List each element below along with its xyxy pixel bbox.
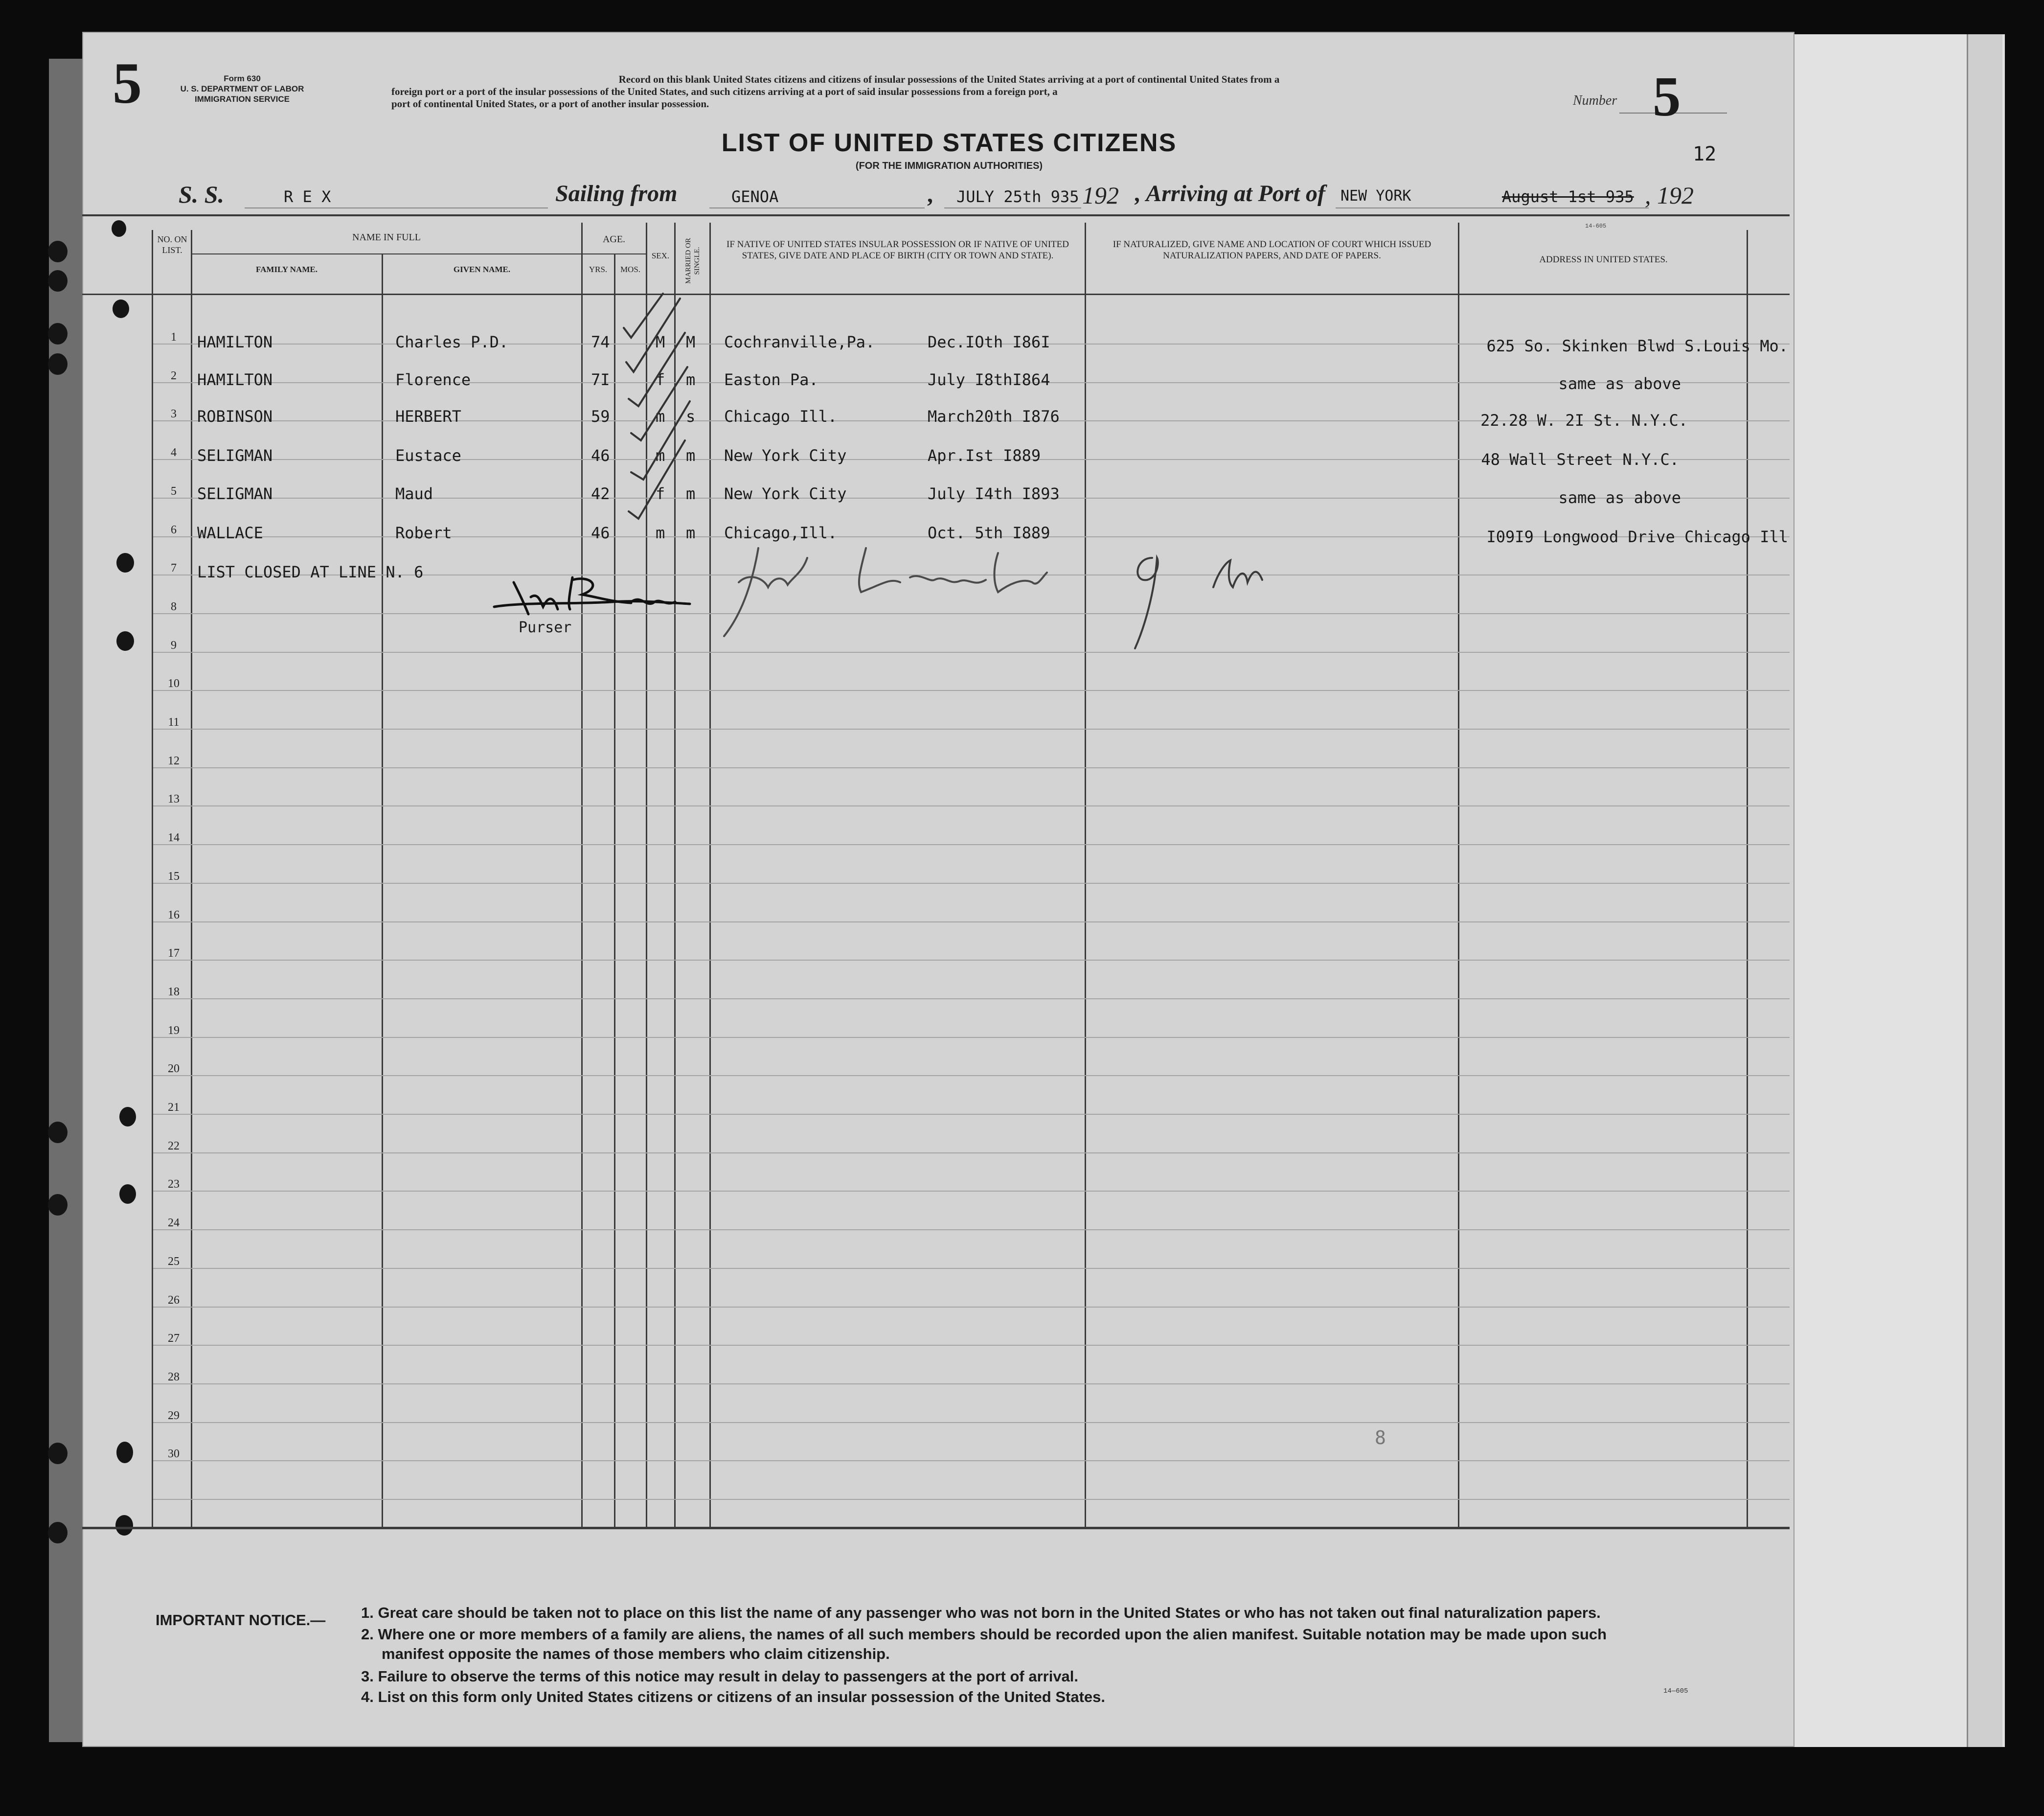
row-rule <box>153 844 1790 845</box>
row-rule <box>153 1229 1790 1230</box>
sailing-port: GENOA <box>731 187 779 206</box>
punch-hole <box>48 1194 68 1216</box>
age-years-cell: 42 <box>591 484 610 503</box>
row-rule <box>153 1499 1790 1500</box>
header-name-in-full: NAME IN FULL <box>352 232 421 243</box>
given-name-cell: Robert <box>395 524 452 542</box>
purser-label: Purser <box>519 619 572 636</box>
list-closed-note: LIST CLOSED AT LINE N. 6 <box>197 563 424 581</box>
punch-hole <box>48 1122 68 1143</box>
row-rule <box>153 767 1790 768</box>
arriving-port: NEW YORK <box>1340 187 1411 205</box>
birthplace-cell: Chicago,Ill. <box>724 524 838 542</box>
column-rule <box>191 230 192 1527</box>
address-cell: 48 Wall Street N.Y.C. <box>1481 450 1679 469</box>
row-rule <box>153 1268 1790 1269</box>
punch-hole <box>112 220 126 237</box>
ss-label: S. S. <box>179 181 225 208</box>
line-number: 22 <box>168 1140 180 1152</box>
instruction-line: port of continental United States, or a port of another insular possession. <box>391 98 709 110</box>
given-name-cell: Eustace <box>395 446 461 465</box>
birthdate-cell: Dec.IOth I86I <box>928 333 1050 351</box>
line-number: 4 <box>171 446 177 459</box>
form-issuer <box>169 73 316 104</box>
page-subtitle: (FOR THE IMMIGRATION AUTHORITIES) <box>855 161 1043 171</box>
date-underline <box>944 207 1081 208</box>
marital-status-cell: s <box>686 407 696 426</box>
table-header-rule <box>82 294 1790 295</box>
form-number-label: Form 630 <box>224 74 261 83</box>
header-married-single: MARRIED OR SINGLE. <box>684 238 701 284</box>
line-number: 10 <box>168 677 180 690</box>
age-years-cell: 7I <box>591 370 610 389</box>
family-name-cell: ROBINSON <box>197 407 273 426</box>
punch-hole <box>116 631 134 651</box>
notice-heading: IMPORTANT NOTICE.— <box>156 1611 326 1629</box>
row-rule <box>153 960 1790 961</box>
check-marks <box>616 284 714 538</box>
row-rule <box>153 1191 1790 1192</box>
list-number: 5 <box>1653 66 1681 128</box>
family-name-cell: WALLACE <box>197 524 263 542</box>
age-years-cell: 59 <box>591 407 610 426</box>
punch-hole <box>119 1107 136 1126</box>
sailing-label: Sailing from <box>555 181 678 207</box>
arriving-label: , Arriving at Port of <box>1135 181 1325 207</box>
department-label: U. S. DEPARTMENT OF LABOR <box>180 84 304 93</box>
time-note <box>1111 543 1287 656</box>
line-number: 11 <box>168 716 180 729</box>
sex-cell: f <box>656 370 665 389</box>
punch-hole <box>48 241 68 262</box>
row-rule <box>153 1114 1790 1115</box>
line-number: 28 <box>168 1371 180 1383</box>
page-edge-back <box>1967 34 2002 1747</box>
sex-cell: m <box>656 407 665 426</box>
row-rule <box>153 1152 1790 1153</box>
notice-item: 3. Failure to observe the terms of this notice may result in delay to passengers at the port of arrival. <box>361 1668 1079 1685</box>
punch-hole <box>116 1442 133 1463</box>
marital-status-cell: m <box>686 370 696 389</box>
header-sex: SEX. <box>651 251 670 260</box>
marital-status-cell: m <box>686 446 696 465</box>
number-label: Number <box>1573 93 1617 108</box>
birthplace-cell: New York City <box>724 484 847 503</box>
family-name-cell: HAMILTON <box>197 370 273 389</box>
birthplace-cell: Chicago Ill. <box>724 407 838 426</box>
sailing-underline <box>709 207 925 208</box>
column-rule <box>1747 230 1748 1527</box>
marital-status-cell: m <box>686 524 696 542</box>
table-bottom-rule <box>82 1527 1790 1529</box>
header-native-birthplace: IF NATIVE OF UNITED STATES INSULAR POSSESSION OR IF NATIVE OF UNITED STATES, GIVE DATE AND PLACE OF BIRTH (CITY OR TOWN AND STATE). <box>727 239 1069 261</box>
sex-cell: f <box>656 484 665 503</box>
punch-hole <box>115 1515 133 1536</box>
instruction-line: foreign port or a port of the insular possessions of the United States, and such citizens arriving at a port of said insular possessions from a foreign port, a <box>391 86 1058 97</box>
punch-hole <box>48 323 68 345</box>
binder-strip <box>49 59 84 1742</box>
punch-hole <box>48 270 68 292</box>
line-number: 14 <box>168 831 180 844</box>
birthplace-cell: New York City <box>724 446 847 465</box>
sex-cell: M <box>656 333 665 351</box>
row-rule <box>153 805 1790 806</box>
given-name-cell: Maud <box>395 484 433 503</box>
given-name-cell: HERBERT <box>395 407 461 426</box>
check-mark <box>629 440 685 519</box>
line-number: 9 <box>171 639 177 652</box>
sex-cell: m <box>656 524 665 542</box>
family-name-cell: HAMILTON <box>197 333 273 351</box>
punch-hole <box>113 299 129 318</box>
row-rule <box>153 1037 1790 1038</box>
manifest-page <box>82 32 1794 1747</box>
year-printed: 192 <box>1082 182 1119 209</box>
address-cell: same as above <box>1558 488 1681 507</box>
line-number: 15 <box>168 870 180 883</box>
header-address: ADDRESS IN UNITED STATES. <box>1539 254 1668 265</box>
notice-item: 1. Great care should be taken not to place on this list the name of any passenger who was not born in the United States or who has not taken out final naturalization papers. <box>361 1604 1601 1621</box>
row-rule <box>153 1307 1790 1308</box>
line-number: 30 <box>168 1448 180 1460</box>
family-name-cell: SELIGMAN <box>197 484 273 503</box>
service-label: IMMIGRATION SERVICE <box>195 94 290 104</box>
punch-hole <box>48 1522 68 1543</box>
line-number: 16 <box>168 909 180 921</box>
age-years-cell: 74 <box>591 333 610 351</box>
line-number: 26 <box>168 1294 180 1307</box>
row-rule <box>153 921 1790 922</box>
check-mark <box>629 333 685 406</box>
row-rule <box>153 1075 1790 1076</box>
margin-mark: 8 <box>1375 1427 1386 1448</box>
age-years-cell: 46 <box>591 524 610 542</box>
age-years-cell: 46 <box>591 446 610 465</box>
form-instructions <box>391 73 1507 110</box>
line-number: 29 <box>168 1409 180 1422</box>
given-name-cell: Florence <box>395 370 471 389</box>
line-number: 18 <box>168 986 180 998</box>
punch-hole <box>116 553 134 573</box>
punch-hole <box>119 1184 136 1204</box>
line-number: 20 <box>168 1062 180 1075</box>
corner-form-number: 5 <box>113 50 142 115</box>
line-number: 1 <box>171 331 177 344</box>
birthplace-cell: Easton Pa. <box>724 370 818 389</box>
column-rule <box>1458 223 1459 1527</box>
table-top-rule <box>82 214 1790 216</box>
notice-item: 4. List on this form only United States citizens or citizens of an insular possession of the United States. <box>361 1688 1105 1705</box>
header-subrule <box>581 253 647 254</box>
header-no-on-list: NO. ON LIST. <box>157 234 187 255</box>
line-number: 25 <box>168 1255 180 1268</box>
line-number: 21 <box>168 1101 180 1114</box>
marital-status-cell: m <box>686 484 696 503</box>
line-number: 5 <box>171 485 177 498</box>
row-rule <box>153 883 1790 884</box>
notice-item: manifest opposite the names of those members who claim citizenship. <box>382 1645 890 1662</box>
header-given-name: GIVEN NAME. <box>453 265 511 274</box>
line-number: 23 <box>168 1178 180 1191</box>
small-form-code: 14-605 <box>1585 223 1607 230</box>
port-underline <box>1336 207 1649 208</box>
column-rule <box>382 254 383 1527</box>
line-number: 17 <box>168 947 180 960</box>
notice-item: 2. Where one or more members of a family are aliens, the names of all such members should be recorded upon the alien manifest. Suitable notation may be made upon such <box>361 1626 1607 1643</box>
column-rule <box>152 230 153 1527</box>
address-cell: I09I9 Longwood Drive Chicago Ill <box>1486 528 1788 546</box>
birthdate-cell: Apr.Ist I889 <box>928 446 1041 465</box>
row-rule <box>153 690 1790 691</box>
row-rule <box>153 652 1790 653</box>
check-mark <box>626 299 680 372</box>
column-rule <box>614 254 615 1527</box>
birthdate-cell: March20th I876 <box>928 407 1060 426</box>
line-number: 7 <box>171 562 177 575</box>
column-rule <box>581 223 583 1527</box>
check-mark <box>624 294 663 338</box>
line-number: 6 <box>171 524 177 536</box>
row-rule <box>153 998 1790 999</box>
address-cell: 625 So. Skinken Blwd S.Louis Mo. <box>1486 337 1788 355</box>
arriving-date: August 1st 935 <box>1502 187 1634 206</box>
sailing-date: JULY 25th 935 <box>956 187 1079 206</box>
header-subrule <box>191 253 582 254</box>
inspector-signature <box>704 538 1106 651</box>
row-rule <box>153 1383 1790 1384</box>
instruction-line: Record on this blank United States citizens and citizens of insular possessions of the United States arriving at a port of continental United States from a <box>618 73 1280 85</box>
comma: , <box>927 182 933 207</box>
address-cell: 22.28 W. 2I St. N.Y.C. <box>1480 411 1688 430</box>
line-number: 3 <box>171 408 177 420</box>
punch-hole <box>48 1443 68 1464</box>
sex-cell: m <box>656 446 665 465</box>
line-number: 19 <box>168 1024 180 1037</box>
row-rule <box>153 1460 1790 1461</box>
given-name-cell: Charles P.D. <box>395 333 509 351</box>
page-title: LIST OF UNITED STATES CITIZENS <box>721 129 1177 157</box>
row-rule <box>153 729 1790 730</box>
address-cell: same as above <box>1558 374 1681 393</box>
birthdate-cell: July I4th I893 <box>928 484 1060 503</box>
ship-underline <box>245 207 548 208</box>
header-age: AGE. <box>602 234 626 245</box>
column-rule <box>1085 223 1086 1527</box>
line-number: 13 <box>168 793 180 805</box>
ship-name: R E X <box>284 187 331 206</box>
header-naturalization: IF NATURALIZED, GIVE NAME AND LOCATION OF COURT WHICH ISSUED NATURALIZATION PAPERS, AND DATE OF PAPERS. <box>1113 239 1431 261</box>
birthplace-cell: Cochranville,Pa. <box>724 333 875 351</box>
header-family-name: FAMILY NAME. <box>256 265 318 274</box>
purser-signature <box>484 568 700 626</box>
marital-status-cell: M <box>686 333 696 351</box>
birthdate-cell: Oct. 5th I889 <box>928 524 1050 542</box>
birthdate-cell: July I8thI864 <box>928 370 1050 389</box>
year-printed: , 192 <box>1645 182 1694 209</box>
page-number: 12 <box>1693 143 1717 165</box>
line-number: 24 <box>168 1217 180 1229</box>
line-number: 27 <box>168 1332 180 1345</box>
header-yrs: YRS. <box>589 265 608 274</box>
line-number: 12 <box>168 755 180 767</box>
family-name-cell: SELIGMAN <box>197 446 273 465</box>
row-rule <box>153 1345 1790 1346</box>
row-rule <box>153 1422 1790 1423</box>
header-mos: MOS. <box>620 265 641 274</box>
notice-form-code: 14—605 <box>1663 1687 1688 1695</box>
line-number: 2 <box>171 369 177 382</box>
line-number: 8 <box>171 600 177 613</box>
punch-hole <box>48 353 68 375</box>
